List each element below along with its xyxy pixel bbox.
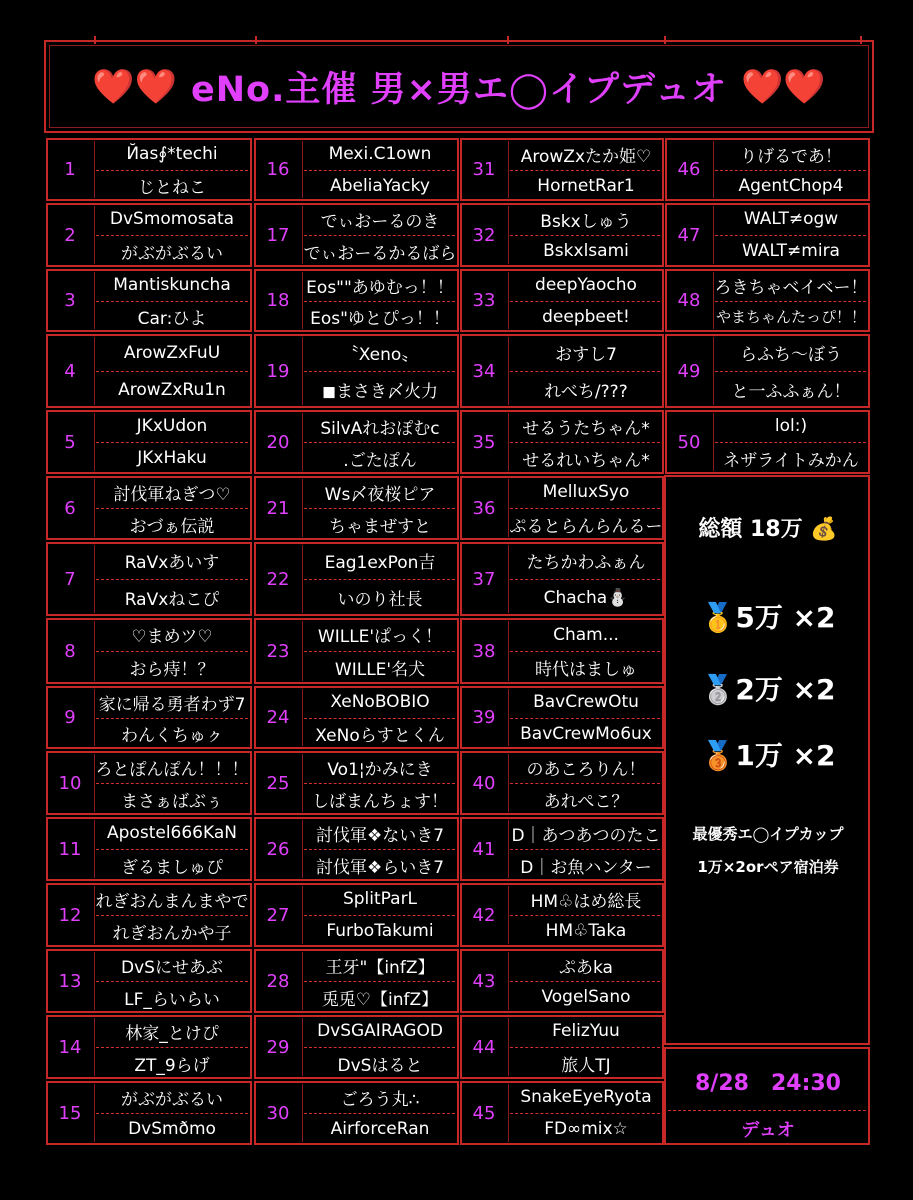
team-number: 50 bbox=[677, 431, 701, 453]
team-number: 42 bbox=[472, 904, 496, 926]
player-1-name: SplitParL bbox=[342, 889, 418, 909]
player-1-name: Cham... bbox=[553, 624, 619, 645]
prize-bronze: 🥉1万 ×2 bbox=[700, 739, 836, 772]
player-1-name: Apostel666KaN bbox=[107, 823, 237, 843]
player-2-name: しばまんちょす！ bbox=[312, 791, 448, 812]
team-number: 30 bbox=[266, 1102, 290, 1124]
player-1-name: Eos""あゆむっ！！ bbox=[306, 277, 454, 298]
player-1-name: FelizYuu bbox=[552, 1021, 620, 1041]
player-2-name: ぷるとらんらんるー bbox=[509, 516, 663, 537]
player-2-name: がぶがぶるい bbox=[121, 243, 223, 264]
player-2-name: deepbeet! bbox=[542, 306, 630, 327]
team-number: 10 bbox=[58, 772, 82, 794]
team-number: 32 bbox=[472, 224, 496, 246]
team-number: 29 bbox=[266, 1036, 290, 1058]
player-1-name: ArowZxたか姫♡ bbox=[520, 146, 652, 167]
team-number: 22 bbox=[266, 568, 290, 590]
player-2-name: ちゃまぜすと bbox=[329, 516, 431, 537]
player-1-name: 王牙"【infZ】 bbox=[325, 957, 435, 978]
team-number: 17 bbox=[266, 224, 290, 246]
player-2-name: いのり社長 bbox=[337, 590, 423, 610]
player-1-name: 〝Xeno〟 bbox=[341, 345, 419, 365]
player-1-name: RaVxあいす bbox=[124, 553, 220, 573]
player-2-name: ◼︎まさき〆火力 bbox=[321, 382, 439, 402]
team-number: 34 bbox=[472, 360, 496, 382]
prize-gold: 🥇5万 ×2 bbox=[700, 601, 836, 634]
player-1-name: JKxUdon bbox=[136, 416, 208, 436]
team-number: 46 bbox=[677, 159, 701, 180]
player-2-name: ArowZxRu1n bbox=[118, 379, 226, 400]
prize-total: 総額 18万 💰 bbox=[698, 517, 838, 542]
team-number: 31 bbox=[472, 159, 496, 180]
player-1-name: せるうたちゃん* bbox=[522, 418, 650, 439]
team-number: 15 bbox=[58, 1102, 82, 1124]
player-2-name: せるれいちゃん* bbox=[522, 450, 650, 471]
player-1-name: ぷあka bbox=[559, 957, 613, 978]
player-1-name: Vo1¦かみにき bbox=[327, 759, 433, 780]
player-1-name: がぶがぶるい bbox=[121, 1089, 223, 1110]
team-number: 49 bbox=[677, 360, 701, 382]
team-number: 33 bbox=[472, 290, 496, 311]
player-2-name: Eos"ゆとぴっ！！ bbox=[310, 309, 450, 329]
player-2-name: Chacha⛄ bbox=[543, 587, 629, 608]
player-1-name: 討伐軍ねぎつ♡ bbox=[113, 484, 231, 505]
player-1-name: XeNoBOBIO bbox=[330, 692, 430, 712]
player-2-name: おら痔！？ bbox=[129, 660, 215, 680]
prize-silver: 🥈2万 ×2 bbox=[700, 673, 836, 706]
player-1-name: BavCrewOtu bbox=[533, 692, 639, 712]
player-2-name: DvSはると bbox=[337, 1055, 423, 1076]
player-2-name: WILLE'名犬 bbox=[334, 660, 426, 680]
player-2-name: AirforceRan bbox=[330, 1119, 430, 1139]
player-1-name: Eag1exPon吉 bbox=[324, 553, 436, 573]
player-2-name: と一ふふぁん！ bbox=[731, 382, 851, 402]
heart-icon: ❤️❤️ bbox=[92, 66, 178, 107]
page-title: eNo.主催 男×男エ◯イプデュオ bbox=[191, 69, 727, 110]
player-2-name: FurboTakumi bbox=[326, 921, 434, 941]
player-1-name: WALT≠ogw bbox=[743, 209, 839, 229]
player-1-name: D｜あつあつのたこ bbox=[511, 825, 661, 846]
team-number: 45 bbox=[472, 1102, 496, 1124]
player-2-name: 討伐軍❖らいき7 bbox=[315, 857, 445, 878]
event-format: デュオ bbox=[741, 1120, 795, 1141]
player-2-name: HornetRar1 bbox=[537, 175, 635, 196]
player-1-name: DvSmomosata bbox=[109, 209, 235, 229]
team-number: 44 bbox=[472, 1036, 496, 1058]
player-1-name: HM♧はめ総長 bbox=[530, 891, 642, 912]
team-number: 41 bbox=[472, 838, 496, 860]
team-number: 26 bbox=[266, 838, 290, 860]
team-number: 43 bbox=[472, 970, 496, 992]
special-prize-title: 最優秀エ◯イプカップ bbox=[692, 825, 844, 843]
player-2-name: ぎるましゅぴ bbox=[121, 857, 223, 878]
team-number: 13 bbox=[58, 970, 82, 992]
team-number: 7 bbox=[64, 568, 76, 590]
team-number: 5 bbox=[64, 431, 76, 453]
player-2-name: れべち/??? bbox=[544, 382, 628, 402]
schedule-divider bbox=[668, 1110, 866, 1111]
player-2-name: XeNoらすとくん bbox=[315, 726, 445, 746]
player-2-name: AgentChop4 bbox=[738, 175, 844, 196]
team-number: 2 bbox=[64, 224, 76, 246]
team-number: 38 bbox=[472, 640, 496, 662]
player-2-name: ネザライトみかん bbox=[723, 450, 859, 471]
player-1-name: MelluxSyo bbox=[542, 482, 630, 502]
title-banner bbox=[44, 40, 874, 133]
player-1-name: ArowZxFuU bbox=[123, 342, 221, 363]
player-2-name: れぎおんかや子 bbox=[112, 923, 232, 944]
team-number: 21 bbox=[266, 497, 290, 519]
team-number: 28 bbox=[266, 970, 290, 992]
team-number: 11 bbox=[58, 838, 82, 860]
player-2-name: JKxHaku bbox=[137, 448, 207, 468]
player-1-name: ろとぽんぽん！！！ bbox=[95, 759, 249, 780]
player-2-name: まさぁばぶぅ bbox=[121, 791, 223, 812]
team-number: 18 bbox=[266, 290, 290, 311]
player-2-name: VogelSano bbox=[541, 987, 631, 1007]
player-1-name: DvSGAIRAGOD bbox=[317, 1021, 443, 1041]
player-2-name: あれぺこ？ bbox=[543, 791, 629, 812]
team-number: 25 bbox=[266, 772, 290, 794]
player-2-name: DvSmðmo bbox=[128, 1119, 216, 1139]
player-1-name: ♡まめツ♡ bbox=[131, 627, 213, 647]
player-1-name: SilvAれおぽむc bbox=[320, 418, 440, 439]
player-1-name: WILLE'ぱっく！ bbox=[317, 627, 443, 647]
player-2-name: AbeliaYacky bbox=[330, 175, 430, 196]
player-1-name: 林家_とけぴ bbox=[125, 1023, 219, 1044]
team-number: 39 bbox=[472, 707, 496, 728]
player-2-name: RaVxねこぴ bbox=[124, 590, 220, 610]
player-1-name: ろきちゃベイベー！ bbox=[714, 277, 868, 298]
player-1-name: Mexi.C1own bbox=[328, 144, 432, 164]
player-1-name: Mantiskuncha bbox=[113, 275, 231, 295]
player-2-name: LF_らいらい bbox=[124, 989, 220, 1010]
player-1-name: 討伐軍❖ないき7 bbox=[315, 825, 445, 846]
team-number: 19 bbox=[266, 360, 290, 382]
team-number: 8 bbox=[64, 640, 76, 662]
player-2-name: ZT_9らげ bbox=[134, 1055, 210, 1076]
team-number: 27 bbox=[266, 904, 290, 926]
player-2-name: D｜お魚ハンター bbox=[520, 857, 652, 878]
player-1-name: DvSにせあぶ bbox=[121, 957, 223, 978]
player-2-name: HM♧Taka bbox=[545, 921, 627, 941]
player-1-name: deepYaocho bbox=[535, 275, 637, 295]
team-number: 4 bbox=[64, 360, 76, 382]
player-1-name: でぃおーるのき bbox=[320, 211, 440, 232]
player-1-name: れぎおんまんまやで bbox=[95, 891, 249, 912]
player-1-name: らふち〜ぼう bbox=[740, 345, 842, 365]
team-number: 9 bbox=[64, 707, 76, 728]
player-2-name: 旅人TJ bbox=[561, 1055, 611, 1076]
player-2-name: WALT≠mira bbox=[742, 241, 840, 261]
player-2-name: 兎兎♡【infZ】 bbox=[321, 989, 439, 1010]
team-number: 35 bbox=[472, 431, 496, 453]
special-prize-detail: 1万×2orペア宿泊券 bbox=[697, 858, 839, 876]
player-2-name: やまちゃんたっぴ！！ bbox=[715, 308, 866, 326]
player-2-name: でぃおーるかるばら bbox=[303, 243, 457, 264]
player-1-name: 家に帰る勇者わず7 bbox=[98, 694, 246, 715]
player-2-name: おづぁ伝説 bbox=[129, 516, 215, 537]
player-2-name: 時代はましゅ bbox=[535, 660, 637, 680]
player-2-name: FD∞mix☆ bbox=[544, 1119, 628, 1139]
player-1-name: Йas∮*techi bbox=[126, 144, 218, 164]
player-1-name: Ws〆夜桜ピア bbox=[324, 484, 436, 505]
team-number: 37 bbox=[472, 568, 496, 590]
team-number: 24 bbox=[266, 707, 290, 728]
player-2-name: Bskxlsami bbox=[543, 241, 629, 261]
player-1-name: SnakeEyeRyota bbox=[520, 1087, 652, 1107]
heart-icon: ❤️❤️ bbox=[740, 66, 826, 107]
team-number: 3 bbox=[64, 290, 76, 311]
player-1-name: lol:) bbox=[774, 416, 808, 436]
team-number: 14 bbox=[58, 1036, 82, 1058]
team-number: 40 bbox=[472, 772, 496, 794]
player-2-name: じとねこ bbox=[138, 178, 206, 198]
team-number: 12 bbox=[58, 904, 82, 926]
team-number: 16 bbox=[266, 159, 290, 180]
player-1-name: たちかわふぁん bbox=[526, 553, 646, 573]
player-1-name: のあころりん！ bbox=[526, 759, 646, 780]
player-1-name: ごろう丸∴ bbox=[340, 1089, 420, 1110]
player-1-name: おすし7 bbox=[555, 345, 617, 365]
team-number: 1 bbox=[64, 159, 76, 180]
player-1-name: りげるであ！ bbox=[740, 146, 842, 167]
player-2-name: Car:ひよ bbox=[137, 309, 207, 329]
player-1-name: Bskxしゅう bbox=[540, 211, 632, 232]
team-number: 20 bbox=[266, 431, 290, 453]
team-number: 47 bbox=[677, 224, 701, 246]
team-number: 6 bbox=[64, 497, 76, 519]
team-number: 23 bbox=[266, 640, 290, 662]
player-2-name: わんくちゅㇰ bbox=[121, 726, 223, 746]
player-2-name: BavCrewMo6ux bbox=[520, 723, 652, 744]
event-datetime: 8/28 24:30 bbox=[695, 1071, 841, 1096]
team-number: 48 bbox=[677, 290, 701, 311]
team-number: 36 bbox=[472, 497, 496, 519]
player-2-name: .ごたぽん bbox=[343, 450, 417, 471]
